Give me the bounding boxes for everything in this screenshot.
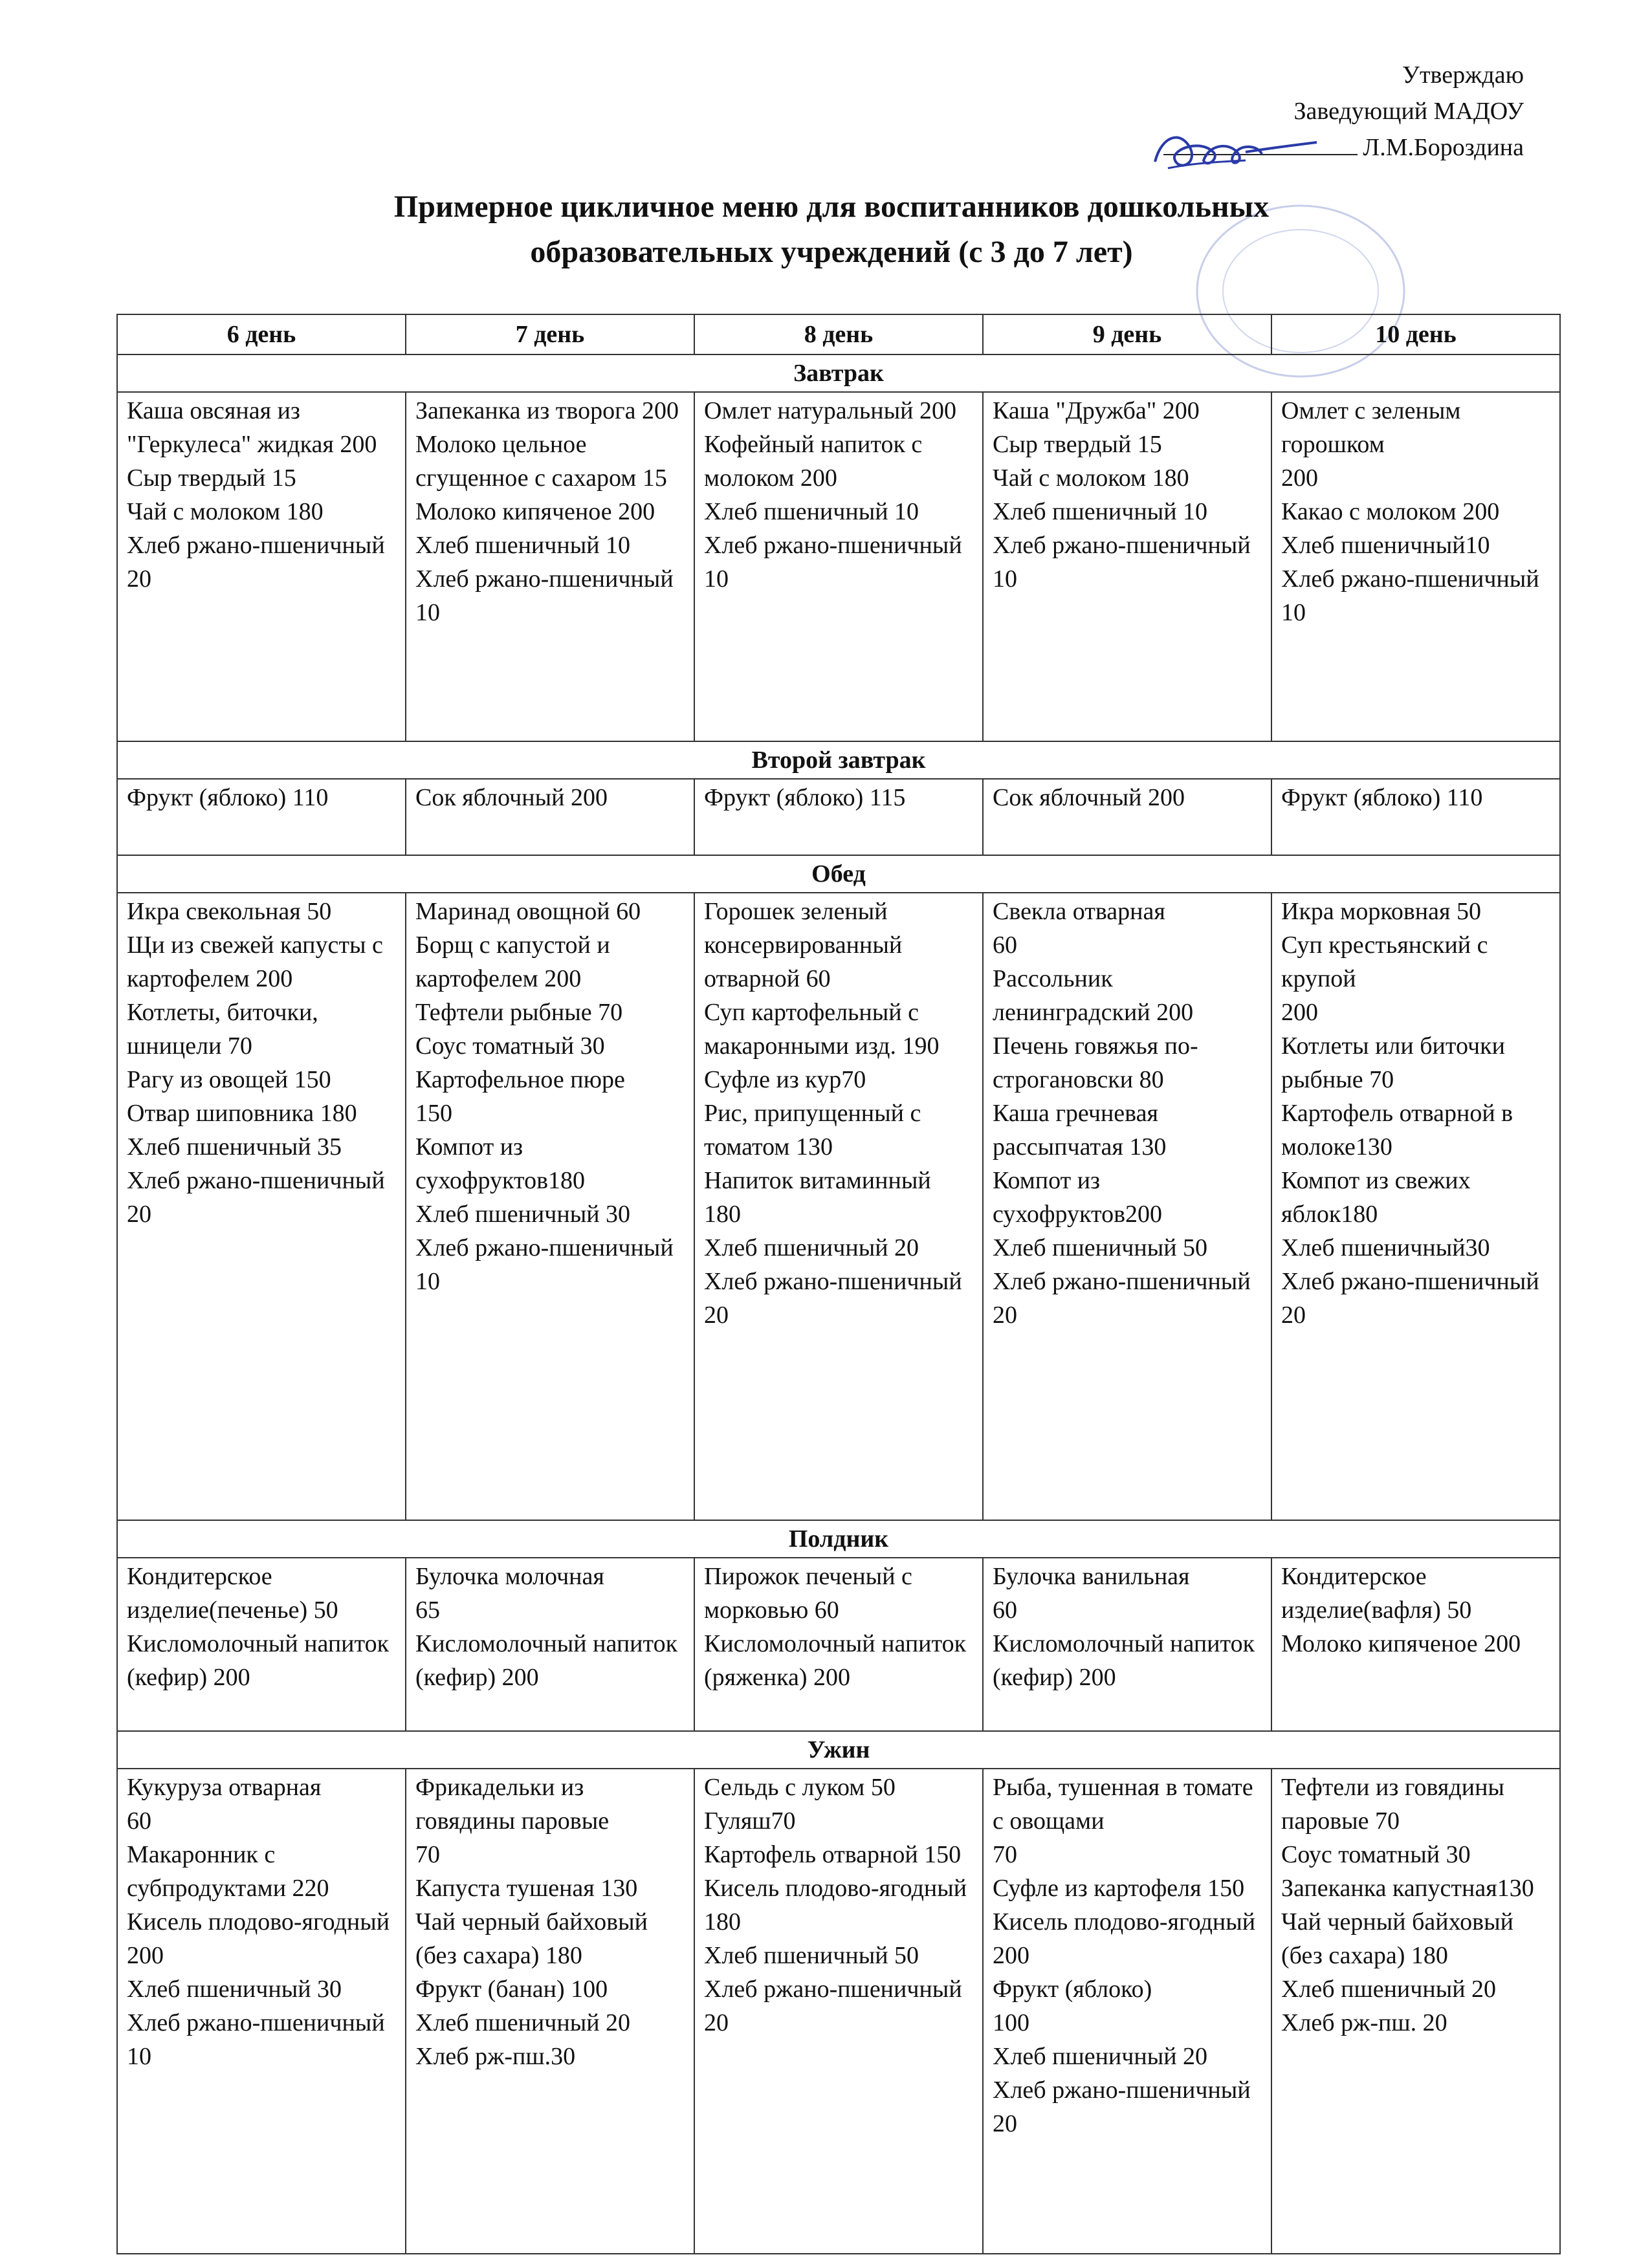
menu-cell: Каша овсяная из "Геркулеса" жидкая 200 Сыр твердый 15 Чай с молоком 180 Хлеб ржано-пшеничный 20 (117, 392, 406, 741)
day-header: 6 день (117, 314, 406, 354)
menu-cell: Сок яблочный 200 (406, 779, 694, 855)
menu-table (116, 314, 1561, 2254)
meal-header-snack: Полдник (117, 1520, 1560, 1558)
meal-header-lunch: Обед (117, 855, 1560, 893)
meal-row-snack (117, 1558, 1560, 1731)
menu-cell: Свекла отварная 60 Рассольник ленинградский 200 Печень говяжья по-строгановски 80 Каша гречневая рассыпчатая 130 Компот из сухофруктов200 Хлеб пшеничный 50 Хлеб ржано-пшеничный 20 (983, 893, 1271, 1520)
menu-cell: Горошек зеленый консервированный отварной 60 Суп картофельный с макаронными изд. 190 Суфле из кур70 Рис, припущенный с томатом 130 Напиток витаминный 180 Хлеб пшеничный 20 Хлеб ржано-пшеничный 20 (694, 893, 983, 1520)
menu-cell: Тефтели из говядины паровые 70 Соус томатный 30 Запеканка капустная130 Чай черный байховый (без сахара) 180 Хлеб пшеничный 20 Хлеб рж-пш. 20 (1271, 1769, 1560, 2254)
page-title (110, 184, 1553, 275)
menu-cell: Рыба, тушенная в томате с овощами 70 Суфле из картофеля 150 Кисель плодово-ягодный 200 Фрукт (яблоко) 100 Хлеб пшеничный 20 Хлеб ржано-пшеничный 20 (983, 1769, 1271, 2254)
menu-cell: Кондитерское изделие(вафля) 50 Молоко кипяченое 200 (1271, 1558, 1560, 1731)
meal-header-row (117, 855, 1560, 893)
menu-cell: Икра свекольная 50 Щи из свежей капусты с картофелем 200 Котлеты, биточки, шницели 70 Рагу из овощей 150 Отвар шиповника 180 Хлеб пшеничный 35 Хлеб ржано-пшеничный 20 (117, 893, 406, 1520)
day-header: 10 день (1271, 314, 1560, 354)
menu-cell: Сельдь с луком 50 Гуляш70 Картофель отварной 150 Кисель плодово-ягодный 180 Хлеб пшеничный 50 Хлеб ржано-пшеничный 20 (694, 1769, 983, 2254)
menu-cell: Пирожок печеный с морковью 60 Кисломолочный напиток (ряженка) 200 (694, 1558, 983, 1731)
menu-cell: Икра морковная 50 Суп крестьянский с крупой 200 Котлеты или биточки рыбные 70 Картофель отварной в молоке130 Компот из свежих яблок180 Хлеб пшеничный30 Хлеб ржано-пшеничный 20 (1271, 893, 1560, 1520)
meal-header-row (117, 1731, 1560, 1769)
day-header: 7 день (406, 314, 694, 354)
menu-cell: Омлет с зеленым горошком 200 Какао с молоком 200 Хлеб пшеничный10 Хлеб ржано-пшеничный 10 (1271, 392, 1560, 741)
meal-header-row (117, 354, 1560, 392)
menu-cell: Сок яблочный 200 (983, 779, 1271, 855)
menu-cell: Булочка ванильная 60 Кисломолочный напиток (кефир) 200 (983, 1558, 1271, 1731)
approver-position: Заведующий МАДОУ (1293, 98, 1524, 125)
handwritten-signature (1142, 123, 1330, 181)
day-header: 9 день (983, 314, 1271, 354)
menu-cell: Фрукт (яблоко) 110 (117, 779, 406, 855)
approval-label: Утверждаю (1402, 61, 1524, 89)
day-header-row (117, 314, 1560, 354)
signature-line (1110, 129, 1524, 166)
menu-cell: Кукуруза отварная 60 Макаронник с субпродуктами 220 Кисель плодово-ягодный 200 Хлеб пшеничный 30 Хлеб ржано-пшеничный 10 (117, 1769, 406, 2254)
meal-row-lunch (117, 893, 1560, 1520)
meal-row-breakfast (117, 392, 1560, 741)
menu-cell: Булочка молочная 65 Кисломолочный напиток (кефир) 200 (406, 1558, 694, 1731)
meal-row-second-breakfast (117, 779, 1560, 855)
page-title-line-2: образовательных учреждений (с 3 до 7 лет) (530, 235, 1133, 269)
meal-header-breakfast: Завтрак (117, 354, 1560, 392)
approver-name: Л.М.Бороздина (1363, 134, 1524, 161)
day-header: 8 день (694, 314, 983, 354)
menu-cell: Каша "Дружба" 200 Сыр твердый 15 Чай с молоком 180 Хлеб пшеничный 10 Хлеб ржано-пшеничный 10 (983, 392, 1271, 741)
page-title-line-1: Примерное цикличное меню для воспитанников дошкольных (393, 190, 1270, 224)
meal-header-second-breakfast: Второй завтрак (117, 741, 1560, 779)
menu-cell: Кондитерское изделие(печенье) 50 Кисломолочный напиток (кефир) 200 (117, 1558, 406, 1731)
menu-cell: Фрукт (яблоко) 110 (1271, 779, 1560, 855)
meal-header-row (117, 741, 1560, 779)
menu-cell: Омлет натуральный 200 Кофейный напиток с молоком 200 Хлеб пшеничный 10 Хлеб ржано-пшеничный 10 (694, 392, 983, 741)
meal-row-dinner (117, 1769, 1560, 2254)
meal-header-row (117, 1520, 1560, 1558)
menu-cell: Фрукт (яблоко) 115 (694, 779, 983, 855)
meal-header-dinner: Ужин (117, 1731, 1560, 1769)
menu-cell: Фрикадельки из говядины паровые 70 Капуста тушеная 130 Чай черный байховый (без сахара) 180 Фрукт (банан) 100 Хлеб пшеничный 20 Хлеб рж-пш.30 (406, 1769, 694, 2254)
menu-cell: Запеканка из творога 200 Молоко цельное сгущенное с сахаром 15 Молоко кипяченое 200 Хлеб пшеничный 10 Хлеб ржано-пшеничный 10 (406, 392, 694, 741)
approval-block (1110, 57, 1524, 166)
menu-cell: Маринад овощной 60 Борщ с капустой и картофелем 200 Тефтели рыбные 70 Соус томатный 30 Картофельное пюре 150 Компот из сухофруктов180 Хлеб пшеничный 30 Хлеб ржано-пшеничный 10 (406, 893, 694, 1520)
